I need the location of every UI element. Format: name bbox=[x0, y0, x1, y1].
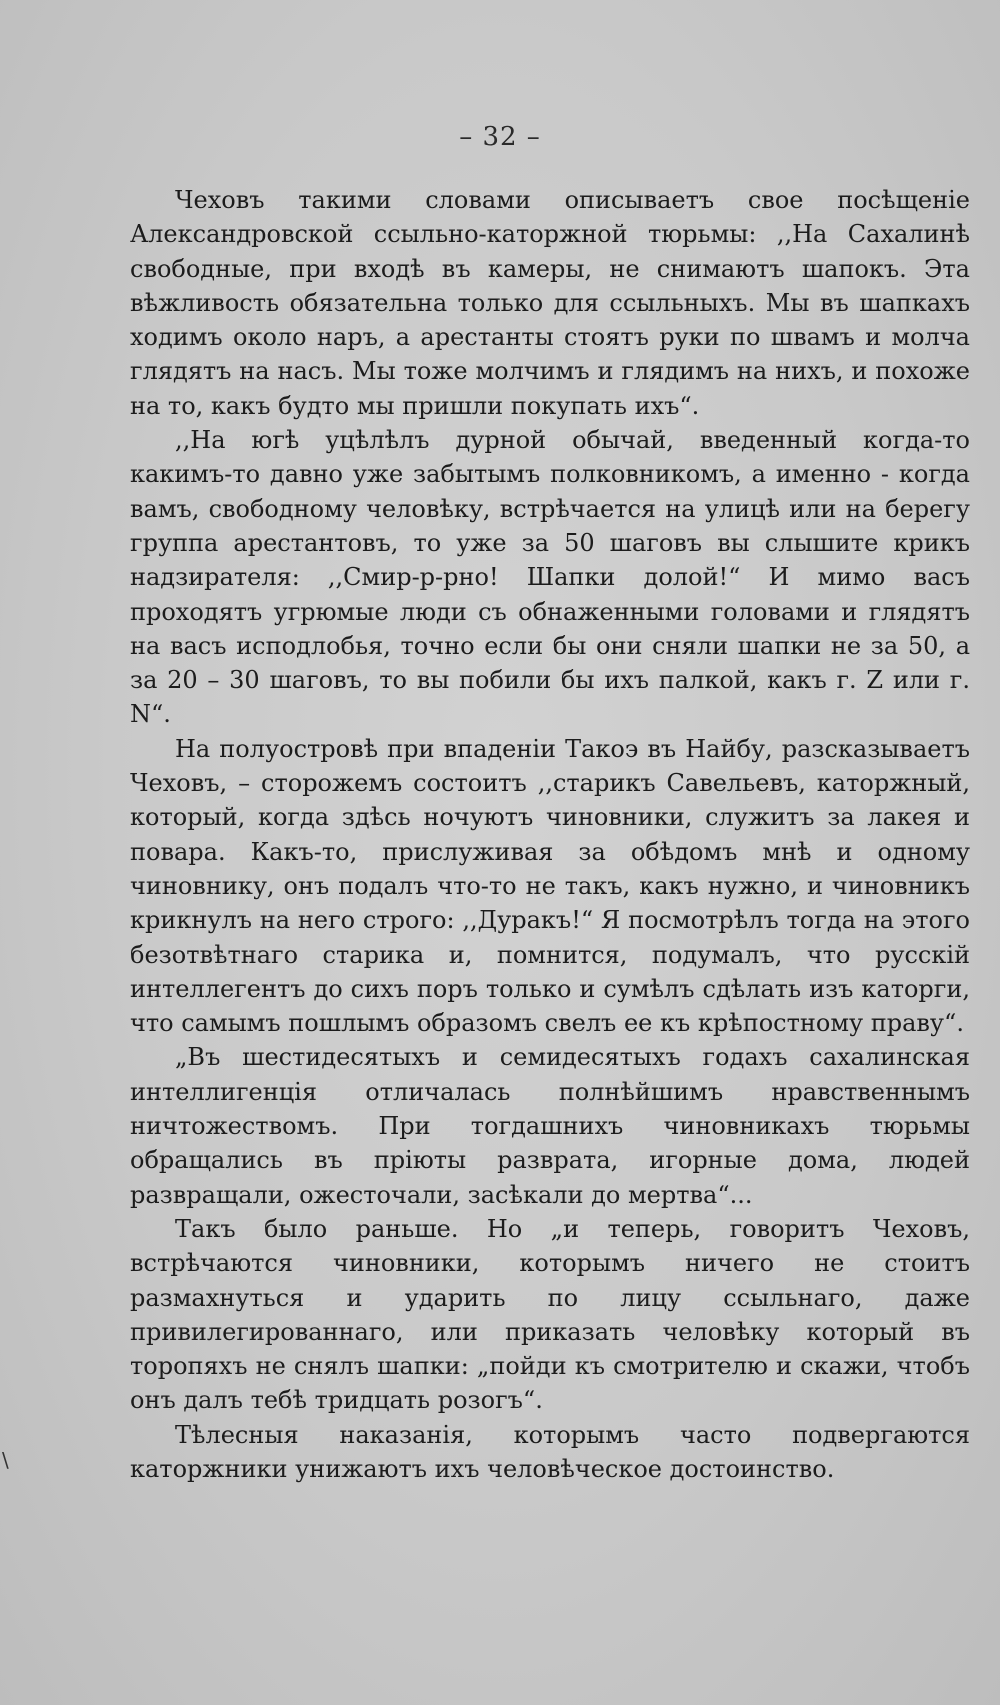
paragraph-3: На полуостровѣ при впаденіи Такоэ въ Найбу, разсказываетъ Чеховъ, – сторожемъ состоитъ ,,старикъ Савельевъ, каторжный, который, когда здѣсь ночуютъ чиновники, служитъ за лакея и повара. Какъ-то, прислуживая за обѣдомъ мнѣ и одному чиновнику, онъ подалъ что-то не такъ, какъ нужно, и чиновникъ крикнулъ на него строго: ,,Дуракъ!“ Я посмотрѣлъ тогда на этого безотвѣтнаго старика и, помнится, подумалъ, что русскій интеллегентъ до сихъ поръ только и сумѣлъ сдѣлать изъ каторги, что самымъ пошлымъ образомъ свелъ ее къ крѣпостному праву“. bbox=[130, 734, 970, 1038]
paragraph-1: Чеховъ такими словами описываетъ свое посѣщеніе Александровской ссыльно-каторжной тюрьмы: ,,На Сахалинѣ свободные, при входѣ въ камеры, не снимаютъ шапокъ. Эта вѣжливость обязательна только для ссыльныхъ. Мы въ шапкахъ ходимъ около наръ, а арестанты стоятъ руки по швамъ и молча глядятъ на насъ. Мы тоже молчимъ и глядимъ на нихъ, и похоже на то, какъ будто мы пришли покупать ихъ“. bbox=[130, 186, 970, 420]
paragraph-2: ,,На югѣ уцѣлѣлъ дурной обычай, введенный когда-то какимъ-то давно уже забытымъ полковникомъ, а именно - когда вамъ, свободному человѣку, встрѣчается на улицѣ или на берегу группа арестантовъ, то уже за 50 шаговъ вы слышите крикъ надзирателя: ,,Смир-р-рно! Шапки долой!“ И мимо васъ проходятъ угрюмые люди съ обнаженными головами и глядятъ на васъ исподлобья, точно если бы они сняли шапки не за 50, а за 20 – 30 шаговъ, то вы побили бы ихъ палкой, какъ г. Z или г. N“. bbox=[130, 426, 970, 729]
paragraph-5: Такъ было раньше. Но „и теперь, говоритъ Чеховъ, встрѣчаются чиновники, которымъ ничего не стоитъ размахнуться и ударить по лицу ссыльнаго, даже привилегированнаго, или приказать человѣку который въ торопяхъ не снялъ шапки: „пойди къ смотрителю и скажи, чтобъ онъ далъ тебѣ тридцать розогъ“. bbox=[130, 1214, 970, 1415]
page-number: – 32 – bbox=[459, 122, 541, 152]
body-text bbox=[130, 183, 970, 1486]
paragraph-4: „Въ шестидесятыхъ и семидесятыхъ годахъ сахалинская интеллигенція отличалась полнѣйшимъ нравственнымъ ничтожествомъ. При тогдашнихъ чиновникахъ тюрьмы обращались въ пріюты разврата, игорные дома, людей развращали, ожесточали, засѣкали до мертва“... bbox=[130, 1043, 970, 1209]
margin-mark: \ bbox=[2, 1448, 9, 1472]
paragraph-6: Тѣлесныя наказанія, которымъ часто подвергаются каторжники унижаютъ ихъ человѣческое достоинство. bbox=[130, 1420, 970, 1483]
